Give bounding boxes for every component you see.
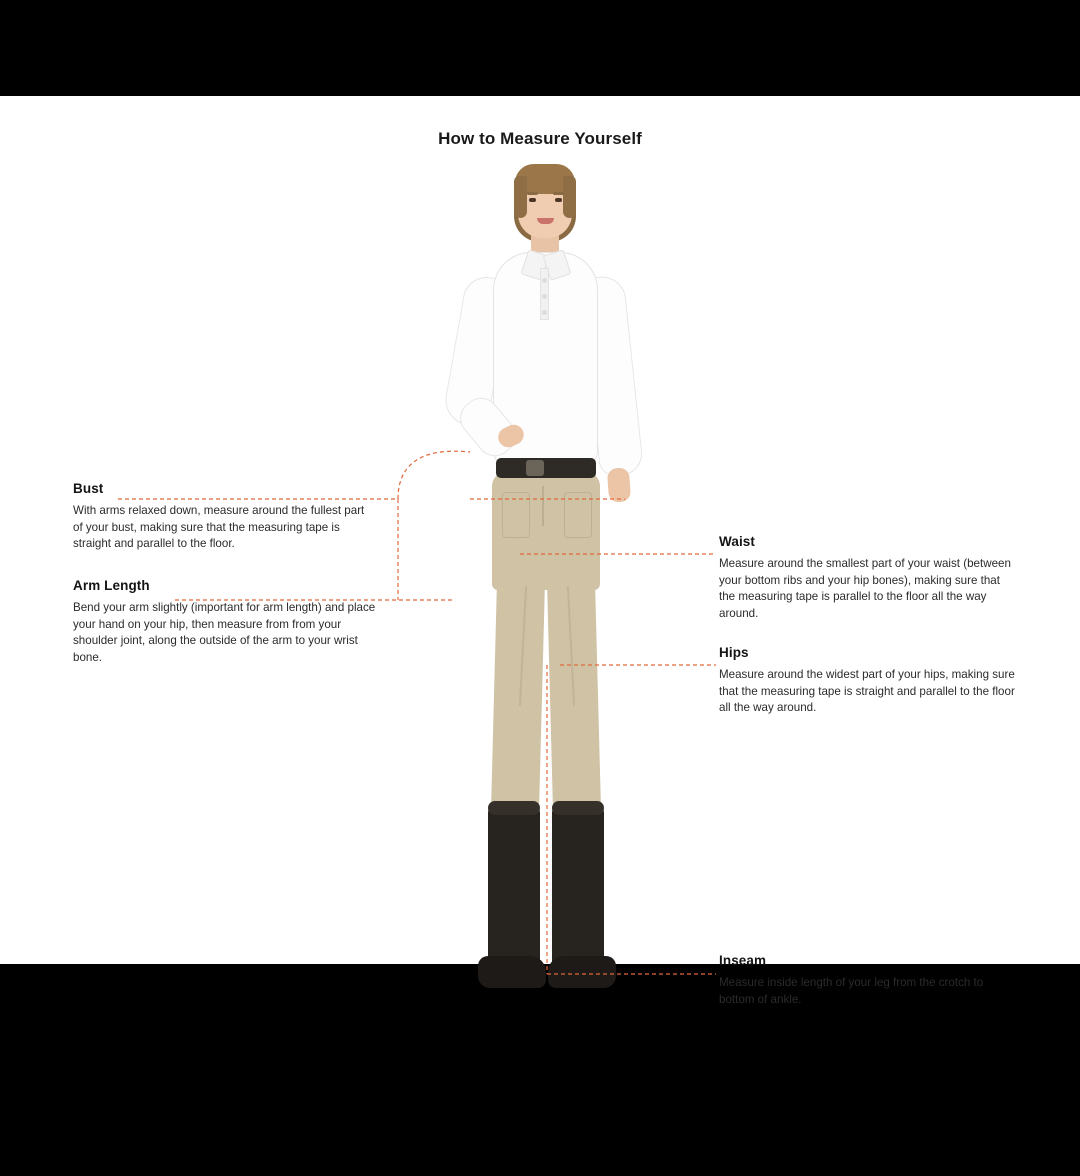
right-hand-shape (607, 467, 631, 502)
hair-side-left-shape (514, 176, 527, 218)
annotation-hips-body: Measure around the widest part of your hips, making sure that the measuring tape is straight and parallel to the floor all the way around. (719, 668, 1015, 715)
eye-right-shape (555, 198, 562, 202)
eye-left-shape (529, 198, 536, 202)
breeches-left-leg-shape (491, 575, 545, 816)
annotation-bust (73, 481, 373, 553)
breeches-fly-shape (542, 486, 544, 526)
belt-buckle-shape (526, 460, 544, 476)
boot-right-top-shape (552, 801, 604, 815)
annotation-hips (719, 645, 1024, 717)
annotation-bust-body: With arms relaxed down, measure around the fullest part of your bust, making sure that the measuring tape is straight and parallel to the floor. (73, 504, 365, 551)
model-illustration (430, 156, 660, 946)
shirt-button-2-shape (542, 294, 547, 299)
annotation-waist (719, 534, 1019, 622)
annotation-inseam (719, 953, 989, 1008)
annotation-hips-title: Hips (719, 645, 749, 660)
boot-left-foot-shape (478, 956, 546, 988)
annotation-waist-body: Measure around the smallest part of your waist (between your bottom ribs and your hip bones), making sure that the measuring tape is parallel to the floor all the way around. (719, 557, 1011, 620)
annotation-inseam-title: Inseam (719, 953, 767, 968)
page-title: How to Measure Yourself (438, 129, 642, 149)
shirt-button-1-shape (542, 278, 547, 283)
boot-left-top-shape (488, 801, 540, 815)
eyebrow-right-shape (553, 192, 564, 195)
eyebrow-left-shape (527, 192, 538, 195)
content-panel (0, 96, 1080, 1006)
hair-side-right-shape (563, 176, 576, 218)
annotation-inseam-body: Measure inside length of your leg from the crotch to bottom of ankle. (719, 976, 984, 1006)
annotation-bust-title: Bust (73, 481, 104, 496)
pocket-right-shape (564, 492, 592, 538)
annotation-arm-length (73, 578, 378, 666)
annotation-arm-length-body: Bend your arm slightly (important for arm length) and place your hand on your hip, then measure from from your shoulder joint, along the outside of the arm to your wrist bone. (73, 601, 376, 664)
boot-right-shape (552, 801, 604, 981)
pocket-left-shape (502, 492, 530, 538)
annotation-waist-title: Waist (719, 534, 756, 549)
boot-right-foot-shape (548, 956, 616, 988)
belt-shape (496, 458, 596, 478)
shirt-button-3-shape (542, 310, 547, 315)
boot-left-shape (488, 801, 540, 981)
annotation-arm-length-title: Arm Length (73, 578, 150, 593)
